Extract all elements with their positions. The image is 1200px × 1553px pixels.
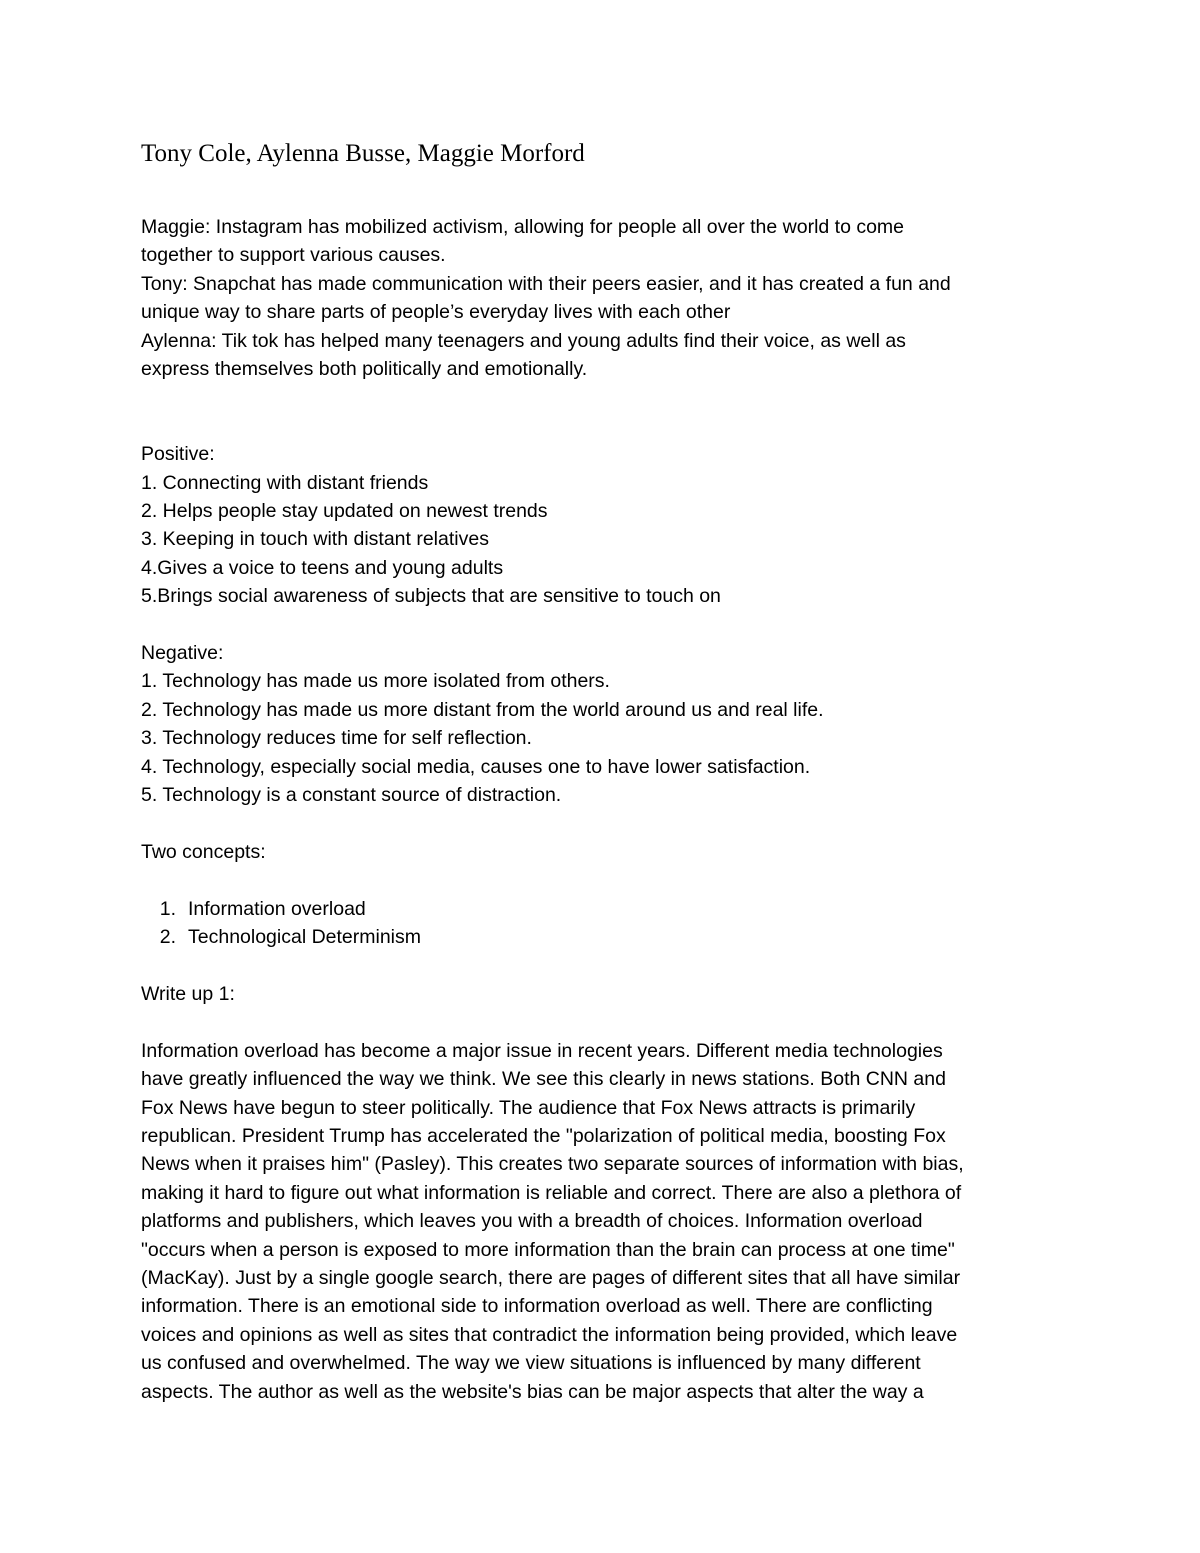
intro-line: Maggie: Instagram has mobilized activism, allowing for people all over the world to come — [141, 216, 905, 238]
positive-item: 1. Connecting with distant friends — [141, 471, 429, 494]
negative-item: 2. Technology has made us more distant from the world around us and real life. — [141, 698, 824, 721]
concepts-list — [141, 895, 1061, 952]
negative-item: 1. Technology has made us more isolated from others. — [141, 670, 610, 693]
writeup-line: republican. President Trump has accelerated the "polarization of political media, boosting Fox — [141, 1124, 946, 1147]
intro-line: together to support various causes. — [141, 244, 446, 267]
writeup-line: us confused and overwhelmed. The way we view situations is influenced by many different — [141, 1352, 921, 1375]
negative-item: 4. Technology, especially social media, causes one to have lower satisfaction. — [141, 755, 811, 778]
concept-number: 1. — [159, 897, 176, 920]
writeup-line: (MacKay). Just by a single google search, there are pages of different sites that all have similar — [141, 1266, 961, 1289]
spacer — [141, 952, 1061, 980]
concept-item — [141, 923, 1061, 951]
spacer — [141, 810, 1061, 838]
intro-line: Tony: Snapchat has made communication with their peers easier, and it has created a fun and — [141, 272, 951, 295]
positive-item: 3. Keeping in touch with distant relatives — [141, 528, 489, 551]
writeup-line: information. There is an emotional side to information overload as well. There are conflicting — [141, 1295, 933, 1318]
writeup-line: "occurs when a person is exposed to more information than the brain can process at one time" — [141, 1238, 955, 1261]
writeup-heading: Write up 1: — [141, 982, 235, 1005]
concept-item — [141, 895, 1061, 923]
concepts-section — [141, 838, 1061, 952]
positive-heading: Positive: — [141, 443, 215, 466]
intro-section — [141, 213, 1061, 383]
positive-item: 2. Helps people stay updated on newest trends — [141, 500, 548, 523]
concept-text: Information overload — [188, 897, 366, 920]
intro-line: unique way to share parts of people’s everyday lives with each other — [141, 301, 731, 324]
positive-item: 5.Brings social awareness of subjects that are sensitive to touch on — [141, 585, 721, 608]
concept-text: Technological Determinism — [188, 926, 422, 949]
writeup-line: have greatly influenced the way we think. We see this clearly in news stations. Both CNN and — [141, 1068, 946, 1091]
writeup-line: Fox News have begun to steer politically. The audience that Fox News attracts is primarily — [141, 1096, 916, 1119]
positive-item: 4.Gives a voice to teens and young adults — [141, 556, 504, 579]
writeup-line: voices and opinions as well as sites that contradict the information being provided, which leave — [141, 1323, 958, 1346]
negative-heading: Negative: — [141, 642, 224, 665]
document-title: Tony Cole, Aylenna Busse, Maggie Morford — [141, 140, 585, 167]
writeup-line: platforms and publishers, which leaves you with a breadth of choices. Information overload — [141, 1210, 923, 1233]
intro-line: Aylenna: Tik tok has helped many teenagers and young adults find their voice, as well as — [141, 329, 906, 352]
intro-line: express themselves both politically and emotionally. — [141, 358, 588, 381]
negative-item: 3. Technology reduces time for self reflection. — [141, 727, 532, 750]
concepts-heading: Two concepts: — [141, 840, 266, 863]
positive-section — [141, 440, 1061, 610]
writeup-line: aspects. The author as well as the website's bias can be major aspects that alter the way a — [141, 1380, 924, 1403]
writeup-line: making it hard to figure out what information is reliable and correct. There are also a plethora of — [141, 1181, 962, 1204]
spacer — [141, 611, 1061, 639]
negative-section — [141, 639, 1061, 809]
spacer — [141, 1008, 1061, 1036]
writeup-section — [141, 980, 1061, 1406]
spacer — [141, 383, 1061, 440]
writeup-line: News when it praises him" (Pasley). This creates two separate sources of information with bias, — [141, 1153, 964, 1176]
document-body — [141, 213, 1061, 1406]
writeup-line: Information overload has become a major issue in recent years. Different media technologies — [141, 1039, 943, 1062]
concept-number: 2. — [159, 926, 176, 949]
spacer — [141, 866, 1061, 894]
negative-item: 5. Technology is a constant source of distraction. — [141, 784, 562, 807]
